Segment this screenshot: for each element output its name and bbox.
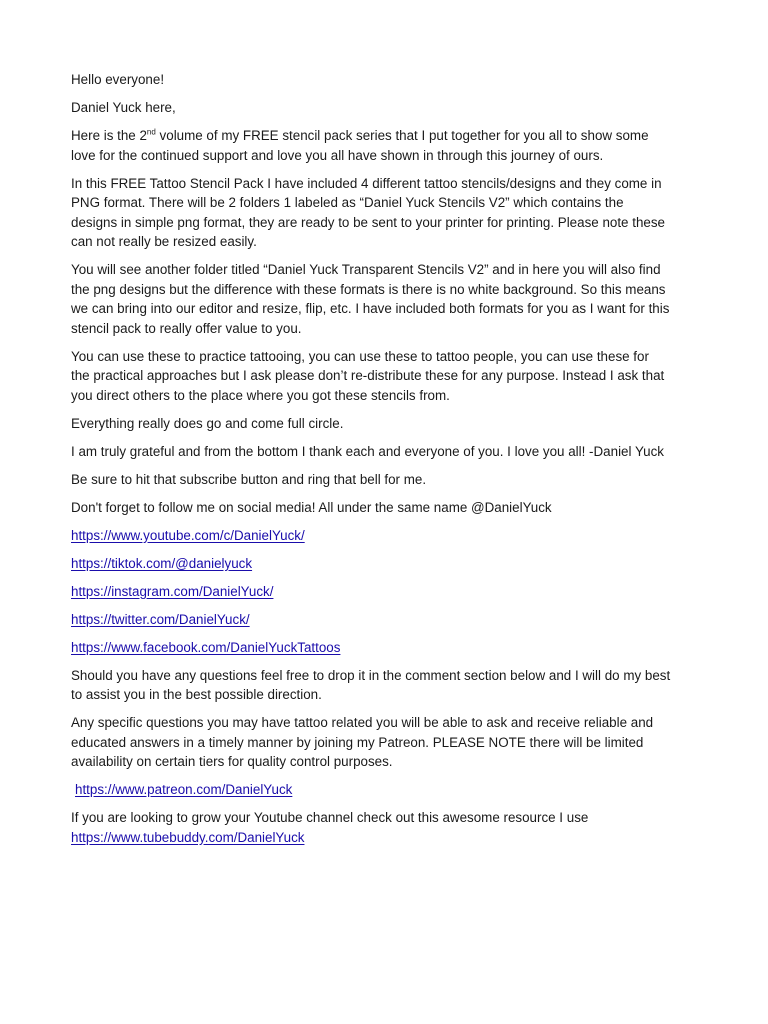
- paragraph-line: designs in simple png format, they are ready to be sent to your printer for printing. Please note these: [71, 214, 665, 230]
- paragraph-social: Don't forget to follow me on social media! All under the same name @DanielYuck: [71, 499, 552, 515]
- twitter-link-row: [71, 610, 703, 630]
- paragraph-full-circle: Everything really does go and come full circle.: [71, 415, 344, 431]
- paragraph-questions: [71, 666, 703, 705]
- intro-line: Daniel Yuck here,: [71, 100, 176, 115]
- tubebuddy-link[interactable]: https://www.tubebuddy.com/DanielYuck: [71, 829, 305, 845]
- paragraph-line: PNG format. There will be 2 folders 1 labeled as “Daniel Yuck Stencils V2” which contains the: [71, 195, 624, 210]
- paragraph-volume-intro: [71, 126, 703, 165]
- paragraph-line: [71, 126, 703, 146]
- tiktok-link-row: [71, 554, 703, 574]
- letter-body: [71, 70, 703, 856]
- tiktok-link[interactable]: https://tiktok.com/@danielyuck: [71, 555, 253, 571]
- patreon-link-row: [71, 780, 703, 800]
- instagram-link[interactable]: https://instagram.com/DanielYuck/: [71, 583, 274, 599]
- paragraph-usage: [71, 347, 703, 406]
- youtube-link[interactable]: https://www.youtube.com/c/DanielYuck/: [71, 527, 305, 543]
- youtube-link-row: [71, 526, 703, 546]
- paragraph-transparent-folder: [71, 260, 703, 338]
- paragraph-line: Should you have any questions feel free to drop it in the comment section below and I will do my best: [71, 667, 671, 683]
- instagram-link-row: [71, 582, 703, 602]
- paragraph-subscribe: Be sure to hit that subscribe button and ring that bell for me.: [71, 471, 427, 487]
- paragraph-line: can not really be resized easily.: [71, 234, 257, 249]
- paragraph-line: to assist you in the best possible direction.: [71, 687, 322, 702]
- paragraph-line: we can bring into our editor and resize, flip, etc. I have included both formats for you as I want for this: [71, 301, 670, 316]
- facebook-link-row: [71, 638, 703, 658]
- ordinal-suffix: nd: [146, 127, 156, 137]
- facebook-link[interactable]: https://www.facebook.com/DanielYuckTattoos: [71, 639, 341, 655]
- paragraph-patreon: [71, 713, 703, 772]
- paragraph-gratitude: I am truly grateful and from the bottom I thank each and everyone of you. I love you all! -Daniel Yuck: [71, 443, 664, 459]
- paragraph-line: the practical approaches but I ask please don’t re-distribute these for any purpose. Instead I ask that: [71, 368, 665, 383]
- paragraph-tubebuddy: [71, 808, 703, 847]
- paragraph-line: stencil pack to really offer value to you.: [71, 320, 302, 336]
- paragraph-line: You will see another folder titled “Daniel Yuck Transparent Stencils V2” and in here you will also find: [71, 262, 661, 277]
- paragraph-line: the png designs but the difference with these formats is there is no white background. So this means: [71, 281, 666, 297]
- paragraph-text: volume of my FREE stencil pack series that I put together for you all to show some: [155, 128, 649, 143]
- twitter-link[interactable]: https://twitter.com/DanielYuck/: [71, 611, 250, 627]
- patreon-link[interactable]: https://www.patreon.com/DanielYuck: [75, 782, 293, 797]
- paragraph-line: availability on certain tiers for quality control purposes.: [71, 754, 393, 769]
- paragraph-line: you direct others to the place where you got these stencils from.: [71, 387, 450, 403]
- tubebuddy-link-line: [71, 828, 703, 848]
- greeting: Hello everyone!: [71, 72, 165, 87]
- paragraph-line: You can use these to practice tattooing, you can use these to tattoo people, you can use these for: [71, 348, 649, 364]
- paragraph-line: Any specific questions you may have tattoo related you will be able to ask and receive reliable and: [71, 715, 654, 730]
- paragraph-line: love for the continued support and love you all have shown in through this journey of ours.: [71, 147, 604, 163]
- paragraph-stencil-pack: [71, 174, 703, 252]
- paragraph-text: Here is the 2: [71, 128, 147, 143]
- paragraph-line: In this FREE Tattoo Stencil Pack I have included 4 different tattoo stencils/designs and they come in: [71, 175, 662, 191]
- paragraph-line: If you are looking to grow your Youtube channel check out this awesome resource I use: [71, 810, 589, 825]
- paragraph-line: educated answers in a timely manner by joining my Patreon. PLEASE NOTE there will be limited: [71, 734, 644, 750]
